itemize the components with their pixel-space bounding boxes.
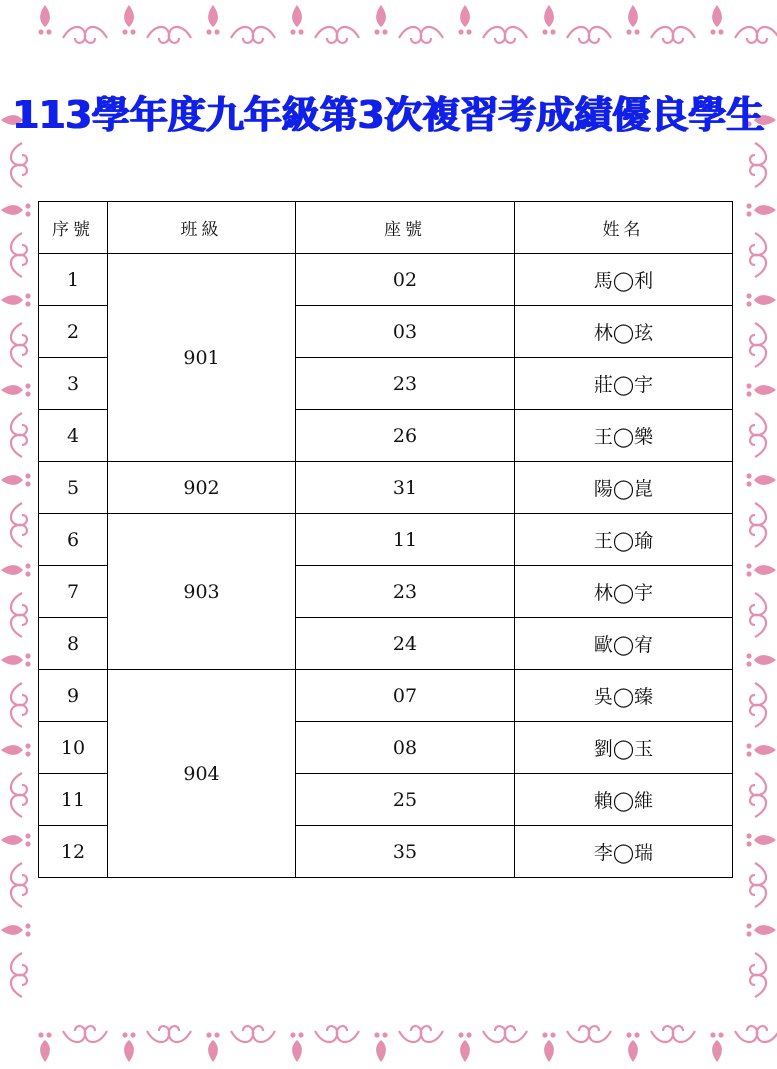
name-cell: 賴◯維 <box>515 774 733 826</box>
swirl-ornament <box>567 27 611 43</box>
teardrop-ornament <box>626 5 639 35</box>
teardrop-ornament <box>710 5 723 35</box>
seat-cell: 02 <box>296 254 515 306</box>
teardrop-ornament <box>206 1032 219 1062</box>
teardrop-ornament <box>122 1032 135 1062</box>
teardrop-ornament <box>746 203 776 216</box>
teardrop-ornament <box>458 5 471 35</box>
teardrop-ornament <box>38 5 51 35</box>
teardrop-ornament <box>746 563 776 576</box>
name-cell: 吳◯臻 <box>515 670 733 722</box>
swirl-ornament <box>567 1026 611 1042</box>
swirl-ornament <box>483 1026 527 1042</box>
table-row <box>39 254 733 306</box>
name-cell: 王◯樂 <box>515 410 733 462</box>
swirl-ornament <box>750 143 766 187</box>
swirl-ornament <box>63 27 107 43</box>
swirl-ornament <box>735 1026 777 1042</box>
class-cell: 901 <box>108 254 296 462</box>
seq-cell: 2 <box>39 306 108 358</box>
swirl-ornament <box>231 27 275 43</box>
teardrop-ornament <box>290 1032 303 1062</box>
table-row <box>39 462 733 514</box>
swirl-ornament <box>11 143 27 187</box>
seq-cell: 3 <box>39 358 108 410</box>
name-cell: 陽◯崑 <box>515 462 733 514</box>
swirl-ornament <box>735 27 777 43</box>
teardrop-ornament <box>626 1032 639 1062</box>
name-cell: 李◯瑞 <box>515 826 733 878</box>
swirl-ornament <box>11 683 27 727</box>
swirl-ornament <box>11 773 27 817</box>
teardrop-ornament <box>542 5 555 35</box>
swirl-ornament <box>315 1026 359 1042</box>
seat-cell: 25 <box>296 774 515 826</box>
swirl-ornament <box>399 27 443 43</box>
name-cell: 馬◯利 <box>515 254 733 306</box>
seq-cell: 5 <box>39 462 108 514</box>
seat-cell: 31 <box>296 462 515 514</box>
swirl-ornament <box>11 413 27 457</box>
table-row <box>39 514 733 566</box>
teardrop-ornament <box>542 1032 555 1062</box>
swirl-ornament <box>750 773 766 817</box>
seat-cell: 26 <box>296 410 515 462</box>
swirl-ornament <box>750 233 766 277</box>
swirl-ornament <box>750 413 766 457</box>
seat-cell: 07 <box>296 670 515 722</box>
swirl-ornament <box>11 233 27 277</box>
swirl-ornament <box>483 27 527 43</box>
teardrop-ornament <box>374 5 387 35</box>
teardrop-ornament <box>746 833 776 846</box>
swirl-ornament <box>231 1026 275 1042</box>
honor-roll-table <box>38 201 733 878</box>
table-header-row <box>39 202 733 254</box>
seq-cell: 1 <box>39 254 108 306</box>
swirl-ornament <box>750 323 766 367</box>
swirl-ornament <box>750 953 766 997</box>
teardrop-ornament <box>1 743 31 756</box>
teardrop-ornament <box>1 653 31 666</box>
swirl-ornament <box>11 323 27 367</box>
seat-cell: 23 <box>296 358 515 410</box>
teardrop-ornament <box>458 1032 471 1062</box>
teardrop-ornament <box>1 293 31 306</box>
swirl-ornament <box>750 863 766 907</box>
teardrop-ornament <box>1 383 31 396</box>
swirl-ornament <box>147 27 191 43</box>
teardrop-ornament <box>746 473 776 486</box>
seq-cell: 8 <box>39 618 108 670</box>
swirl-ornament <box>399 1026 443 1042</box>
swirl-ornament <box>651 1026 695 1042</box>
seat-cell: 08 <box>296 722 515 774</box>
page-title: 113學年度九年級第3次複習考成績優良學生 <box>12 93 765 137</box>
teardrop-ornament <box>1 833 31 846</box>
swirl-ornament <box>11 863 27 907</box>
name-cell: 莊◯宇 <box>515 358 733 410</box>
teardrop-ornament <box>1 923 31 936</box>
swirl-ornament <box>750 503 766 547</box>
swirl-ornament <box>11 503 27 547</box>
header-class: 班級 <box>108 202 296 254</box>
teardrop-ornament <box>122 5 135 35</box>
seq-cell: 12 <box>39 826 108 878</box>
swirl-ornament <box>315 27 359 43</box>
swirl-ornament <box>63 1026 107 1042</box>
seat-cell: 23 <box>296 566 515 618</box>
seq-cell: 10 <box>39 722 108 774</box>
teardrop-ornament <box>746 653 776 666</box>
name-cell: 林◯玹 <box>515 306 733 358</box>
teardrop-ornament <box>1 563 31 576</box>
name-cell: 王◯瑜 <box>515 514 733 566</box>
swirl-ornament <box>750 683 766 727</box>
teardrop-ornament <box>1 473 31 486</box>
seat-cell: 03 <box>296 306 515 358</box>
seq-cell: 11 <box>39 774 108 826</box>
name-cell: 劉◯玉 <box>515 722 733 774</box>
seq-cell: 6 <box>39 514 108 566</box>
name-cell: 林◯宇 <box>515 566 733 618</box>
teardrop-ornament <box>746 923 776 936</box>
class-cell: 902 <box>108 462 296 514</box>
table-row <box>39 670 733 722</box>
swirl-ornament <box>750 593 766 637</box>
swirl-ornament <box>147 1026 191 1042</box>
seat-cell: 11 <box>296 514 515 566</box>
teardrop-ornament <box>746 383 776 396</box>
teardrop-ornament <box>1 203 31 216</box>
class-cell: 904 <box>108 670 296 878</box>
seat-cell: 24 <box>296 618 515 670</box>
seat-cell: 35 <box>296 826 515 878</box>
teardrop-ornament <box>290 5 303 35</box>
header-seat: 座號 <box>296 202 515 254</box>
seq-cell: 4 <box>39 410 108 462</box>
teardrop-ornament <box>710 1032 723 1062</box>
seq-cell: 7 <box>39 566 108 618</box>
teardrop-ornament <box>38 1032 51 1062</box>
seq-cell: 9 <box>39 670 108 722</box>
name-cell: 歐◯宥 <box>515 618 733 670</box>
swirl-ornament <box>11 953 27 997</box>
swirl-ornament <box>651 27 695 43</box>
swirl-ornament <box>11 593 27 637</box>
teardrop-ornament <box>374 1032 387 1062</box>
class-cell: 903 <box>108 514 296 670</box>
table-body <box>39 254 733 878</box>
teardrop-ornament <box>206 5 219 35</box>
header-seq: 序號 <box>39 202 108 254</box>
teardrop-ornament <box>746 293 776 306</box>
header-name: 姓名 <box>515 202 733 254</box>
teardrop-ornament <box>746 743 776 756</box>
